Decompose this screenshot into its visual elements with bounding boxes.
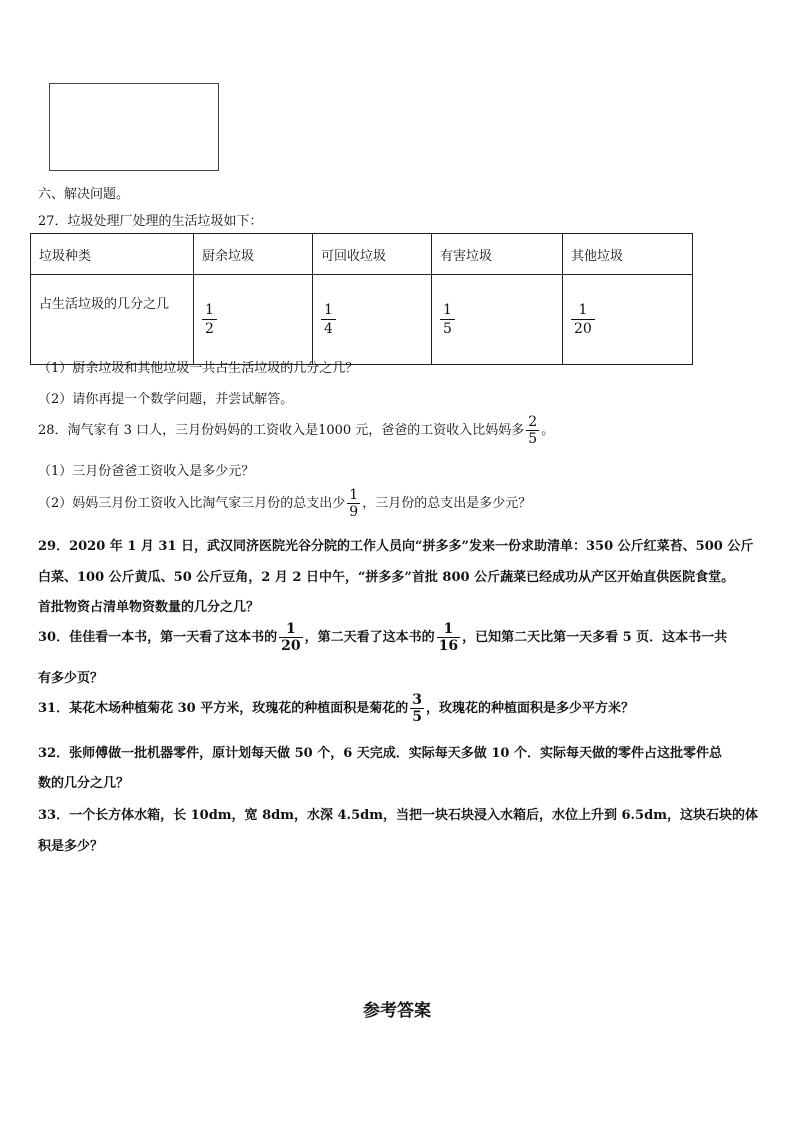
table-cell <box>563 275 693 365</box>
answer-box <box>49 83 219 171</box>
fraction: $\frac{1}{5}$ <box>440 301 455 338</box>
q33-line1: 33．一个长方体水箱，长 10dm，宽 8dm，水深 4.5dm，当把一块石块浸入水箱后，水位上升到 6.5dm，这块石块的体 <box>38 808 758 823</box>
q27-stem: 27．垃圾处理厂处理的生活垃圾如下： <box>38 214 263 229</box>
q28-sub1: （1）三月份爸爸工资收入是多少元？ <box>38 464 255 479</box>
fraction: $\frac{1}{2}$ <box>202 301 217 338</box>
q29-line2: 白菜、100 公斤黄瓜、50 公斤豆角，2 月 2 日中午，“拼多多”首批 800 公斤蔬菜已经成功从产区开始直供医院食堂。 <box>38 570 735 585</box>
table-cell <box>313 275 432 365</box>
fraction: $\frac{3}{5}$ <box>412 692 422 725</box>
q33-line2: 积是多少？ <box>38 839 104 854</box>
fraction: $\frac{1}{20}$ <box>571 301 595 338</box>
fraction: $\frac{1}{9}$ <box>349 487 359 520</box>
table-row-label: 占生活垃圾的几分之几 <box>31 275 194 365</box>
q32-line1: 32．张师傅做一批机器零件，原计划每天做 50 个，6 天完成．实际每天多做 10 个．实际每天做的零件占这批零件总 <box>38 746 722 761</box>
q31: 31．某花木场种植菊花 30 平方米，玫瑰花的种植面积是菊花的 $\frac{3}{5}$ ，玫瑰花的种植面积是多少平方米？ <box>38 692 634 725</box>
answer-title: 参考答案 <box>363 1001 431 1021</box>
q30-line1: 30．佳佳看一本书，第一天看了这本书的 $\frac{1}{20}$ ，第二天看了这本书的 $\frac{1}{16}$ ，已知第二天比第一天多看 5 页．这本书一共 <box>38 621 728 654</box>
q30-line2: 有多少页？ <box>38 671 104 686</box>
q28-stem: 28．淘气家有 3 口人，三月份妈妈的工资收入是1000 元，爸爸的工资收入比妈妈多 $\frac{2}{5}$ 。 <box>38 414 555 447</box>
table-header-cell: 厨余垃圾 <box>194 234 313 275</box>
q27-sub1: （1）厨余垃圾和其他垃圾一共占生活垃圾的几分之几？ <box>38 361 359 376</box>
q29-line1: 29．2020 年 1 月 31 日，武汉同济医院光谷分院的工作人员向“拼多多”发来一份求助清单：350 公斤红菜苔、500 公斤 <box>38 539 754 554</box>
section-title: 六、解决问题。 <box>38 187 130 202</box>
q32-line2: 数的几分之几？ <box>38 776 130 791</box>
table-header-row <box>31 234 693 275</box>
fraction: $\frac{1}{16}$ <box>438 621 459 654</box>
table-header-cell: 可回收垃圾 <box>313 234 432 275</box>
garbage-table <box>30 233 693 365</box>
table-header-cell: 垃圾种类 <box>31 234 194 275</box>
fraction: $\frac{1}{20}$ <box>281 621 301 654</box>
table-cell <box>194 275 313 365</box>
table-header-cell: 有害垃圾 <box>432 234 563 275</box>
fraction: $\frac{1}{4}$ <box>321 301 336 338</box>
table-row <box>31 275 693 365</box>
table-cell <box>432 275 563 365</box>
q28-sub2: （2）妈妈三月份工资收入比淘气家三月份的总支出少 $\frac{1}{9}$ ，三月份的总支出是多少元？ <box>38 487 532 520</box>
q27-sub2: （2）请你再提一个数学问题，并尝试解答。 <box>38 392 294 407</box>
q29-line3: 首批物资占清单物资数量的几分之几？ <box>38 600 260 615</box>
fraction: $\frac{2}{5}$ <box>528 414 538 447</box>
table-header-cell: 其他垃圾 <box>563 234 693 275</box>
